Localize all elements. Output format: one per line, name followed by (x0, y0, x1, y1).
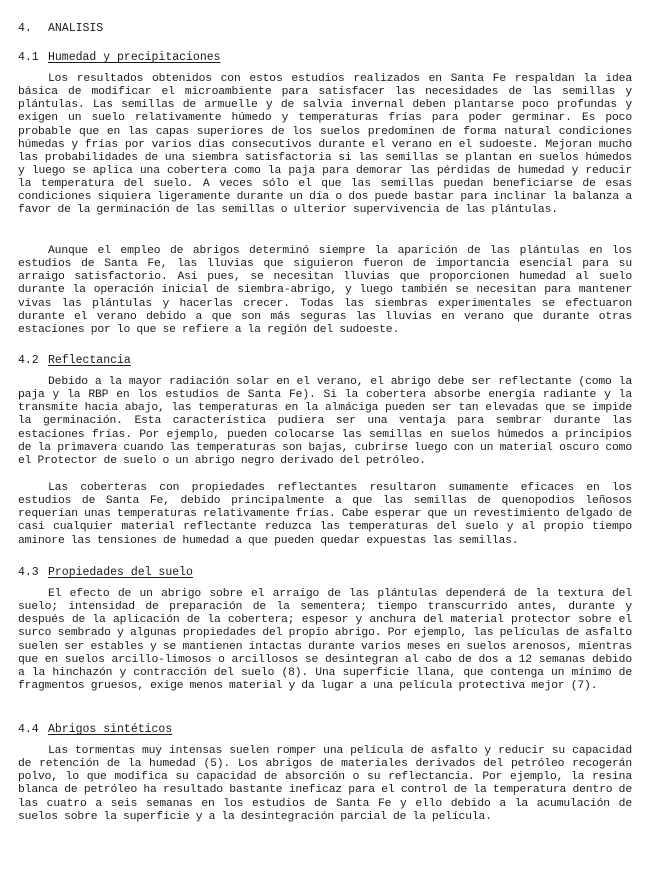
subsection-title: Propiedades del suelo (48, 566, 193, 579)
paragraph: Debido a la mayor radiación solar en el verano, el abrigo debe ser reflectante (como la paja y la RBP en los estudios de Santa Fe). Si la cobertera absorbe energía radiante y la transmite hacia abajo, las temperaturas en la almáciga pueden ser tan elevadas que se impide la germinación. Esta característica pudiera ser una ventaja para sembrar durante las estaciones frías. Por ejemplo, pueden colocarse las semillas en suelos húmedos a principios de la primavera cuando las temperaturas son bajas, cubrirse luego con un material oscuro como el Protector de suelo o un abrigo negro derivado del petróleo. (18, 376, 632, 467)
subsection-number: 4.1 (18, 51, 39, 64)
subsection-number: 4.4 (18, 723, 39, 736)
subsection-heading-4-2 (18, 354, 131, 368)
subsection-number: 4.3 (18, 566, 39, 579)
section-heading (18, 22, 103, 36)
subsection-title: Abrigos sintéticos (48, 723, 173, 736)
subsection-heading-4-4 (18, 723, 172, 737)
section-number: 4. (18, 22, 32, 35)
subsection-title: Humedad y precipitaciones (48, 51, 221, 64)
subsection-heading-4-3 (18, 566, 193, 580)
section-title: ANALISIS (48, 22, 104, 35)
subsection-number: 4.2 (18, 354, 39, 367)
paragraph: Las tormentas muy intensas suelen romper una película de asfalto y reducir su capacidad de retención de la humedad (5). Los abrigos de materiales derivados del petróleo recogerán polvo, lo que modifica su capacidad de absorción o su reflectancia. Por ejemplo, la resina blanca de petróleo ha resultado bastante ineficaz para el control de la temperatura dentro de las cuatro a seis semanas en los estudios de Santa Fe y ello debido a la acumulación de suelos sobre la superficie y a la desintegración parcial de la película. (18, 745, 632, 823)
paragraph: Las coberteras con propiedades reflectantes resultaron sumamente eficaces en los estudios de Santa Fe, debido principalmente a que las semillas de quenopodios leñosos requerían unas temperaturas relativamente frías. Cabe esperar que un revestimiento delgado de casi cualquier material reflectante reduzca las temperaturas del suelo y al propio tiempo aminore las tensiones de humedad a que pueden quedar expuestas las semillas. (18, 482, 632, 547)
subsection-title: Reflectancia (48, 354, 131, 367)
paragraph: El efecto de un abrigo sobre el arraigo de las plántulas dependerá de la textura del suelo; intensidad de preparación de la sementera; tiempo transcurrido antes, durante y después de la aplicación de la cobertera; espesor y anchura del material protector sobre el surco sembrado y algunas propiedades del propio abrigo. Por ejemplo, las películas de asfalto suelen ser estables y se mantienen intactas durante varios meses en suelos arenosos, mientras que en suelos arcillo-limosos o arcillosos se desintegran al cabo de dos a 12 semanas debido a la hinchazón y contracción del suelo (8). Una superficie llana, que contenga un mínimo de fragmentos gruesos, exige menos material y da lugar a una película protectiva mejor (7). (18, 588, 632, 692)
paragraph: Los resultados obtenidos con estos estudios realizados en Santa Fe respaldan la idea básica de modificar el microambiente para satisfacer las necesidades de las semillas y plántulas. Las semillas de armuelle y de salvia invernal deben plantarse poco profundas y exigen un suelo relativamente húmedo y temperaturas frías para poder germinar. Es poco probable que en las capas superiores de los suelos predominen de forma natural condiciones húmedas y frías por varios días consecutivos durante el verano en el sudoeste. Mejoran mucho las probabilidades de una siembra satisfactoria si las semillas se plantan en suelos húmedos y luego se aplica una cobertera como la paja para demorar las pérdidas de humedad y reducir la temperatura del suelo. A veces sólo el que las semillas puedan beneficiarse de esas condiciones siquiera ligeramente durante un día o dos puede bastar para inclinar la balanza a favor de la germinación de las semillas o ulterior supervivencia de las plántulas. (18, 73, 632, 216)
subsection-heading-4-1 (18, 51, 221, 65)
paragraph: Aunque el empleo de abrigos determinó siempre la aparición de las plántulas en los estudios de Santa Fe, las lluvias que siguieron fueron de importancia esencial para su arraigo satisfactorio. Así pues, se necesitan lluvias que proporcionen humedad al suelo durante la operación inicial de siembra-abrigo, y luego también se necesitan para mantener vivas las plántulas y hacerlas crecer. Todas las siembras experimentales se efectuaron durante el verano debido a que son más seguras las lluvias en verano que durante otras estaciones por lo que se refiere a la región del sudoeste. (18, 245, 632, 336)
